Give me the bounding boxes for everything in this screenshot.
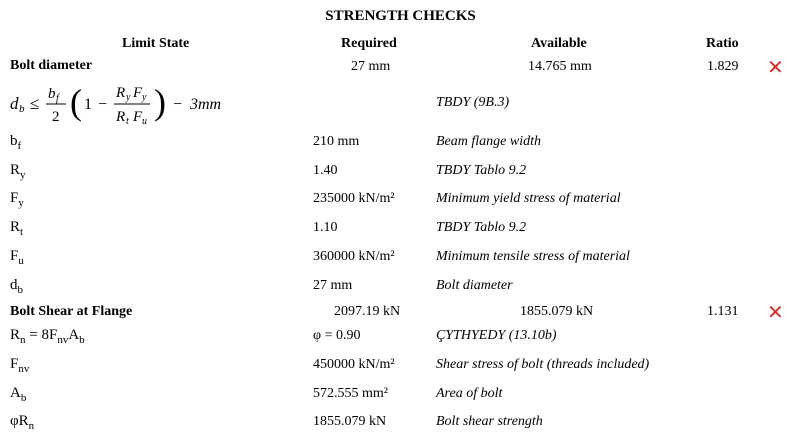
bolt-diameter-title: Bolt diameter xyxy=(10,58,93,73)
svg-text:−: − xyxy=(173,96,183,113)
svg-text:y: y xyxy=(126,92,131,103)
header-ratio: Ratio xyxy=(706,36,739,51)
param-symbol: $F_u$ xyxy=(10,247,24,267)
param-value: 450000 kN/m² xyxy=(313,357,395,372)
param-symbol: $F_y$ xyxy=(10,190,24,210)
svg-text:3mm: 3mm xyxy=(190,96,222,113)
svg-text:(: ( xyxy=(70,82,82,122)
bolt-shear-reference: ÇYTHYEDY (13.10b) xyxy=(436,328,557,343)
param-value: 235000 kN/m² xyxy=(313,191,395,207)
page-title: STRENGTH CHECKS xyxy=(325,8,476,24)
bolt-shear-ratio: 1.131 xyxy=(707,304,739,319)
param-value: 1.10 xyxy=(313,220,338,236)
bolt-diameter-formula xyxy=(10,78,260,130)
svg-text:2: 2 xyxy=(52,109,60,125)
param-value: 1855.079 kN xyxy=(313,414,387,429)
svg-text:−: − xyxy=(98,96,108,113)
header-limit-state: Limit State xyxy=(122,36,190,51)
bolt-shear-required: 2097.19 kN xyxy=(334,304,401,319)
svg-text:R: R xyxy=(116,109,126,125)
param-symbol: $A_b$ xyxy=(10,384,27,404)
param-description: Shear stress of bolt (threads included) xyxy=(436,357,650,372)
svg-text:): ) xyxy=(154,82,166,122)
header-required: Required xyxy=(341,36,397,51)
param-symbol: $F_{nv}$ xyxy=(10,356,30,375)
param-value: 572.555 mm² xyxy=(313,385,388,401)
svg-text:f: f xyxy=(56,93,59,104)
cross-icon: ✕ xyxy=(767,300,784,324)
param-value: 210 mm xyxy=(313,134,360,149)
param-description: Beam flange width xyxy=(436,134,541,149)
param-description: Bolt shear strength xyxy=(436,414,543,429)
bolt-shear-title: Bolt Shear at Flange xyxy=(10,304,133,319)
svg-text:d: d xyxy=(10,94,19,113)
param-symbol: $d_b$ xyxy=(10,276,23,296)
svg-text:t: t xyxy=(126,116,129,127)
bolt-diameter-available: 14.765 mm xyxy=(528,59,592,74)
svg-text:≤: ≤ xyxy=(30,94,40,113)
param-value: 1.40 xyxy=(313,162,338,178)
param-description: Bolt diameter xyxy=(436,277,513,293)
param-description: Area of bolt xyxy=(436,385,503,401)
param-description: Minimum yield stress of material xyxy=(436,191,621,207)
param-symbol: $b_f$ xyxy=(10,133,22,152)
cross-icon: ✕ xyxy=(767,55,784,79)
header-available: Available xyxy=(531,36,587,51)
bolt-diameter-reference: TBDY (9B.3) xyxy=(436,95,510,110)
bolt-diameter-ratio: 1.829 xyxy=(707,59,739,74)
bolt-shear-available: 1855.079 kN xyxy=(520,304,594,319)
param-value: 27 mm xyxy=(313,277,353,293)
param-symbol: $R_t$ xyxy=(10,219,24,239)
svg-text:F: F xyxy=(133,109,143,125)
param-symbol: $\varphi R_n$ xyxy=(10,413,35,432)
svg-text:1: 1 xyxy=(84,96,92,113)
svg-text:b: b xyxy=(48,86,56,102)
param-description: TBDY Tablo 9.2 xyxy=(436,162,527,178)
param-symbol: $R_y$ xyxy=(10,161,26,181)
bolt-diameter-required: 27 mm xyxy=(351,59,391,74)
svg-text:b: b xyxy=(19,103,25,115)
param-value: 360000 kN/m² xyxy=(313,248,395,264)
svg-text:y: y xyxy=(142,92,147,103)
svg-text:R: R xyxy=(116,85,126,101)
bolt-shear-formula: $R_n = 8F_{nv}A_b$ xyxy=(10,327,85,346)
param-description: Minimum tensile stress of material xyxy=(436,248,630,264)
svg-text:F: F xyxy=(133,85,143,101)
param-description: TBDY Tablo 9.2 xyxy=(436,220,527,236)
svg-text:u: u xyxy=(142,116,147,127)
bolt-shear-phi: φ = 0.90 xyxy=(313,328,361,343)
